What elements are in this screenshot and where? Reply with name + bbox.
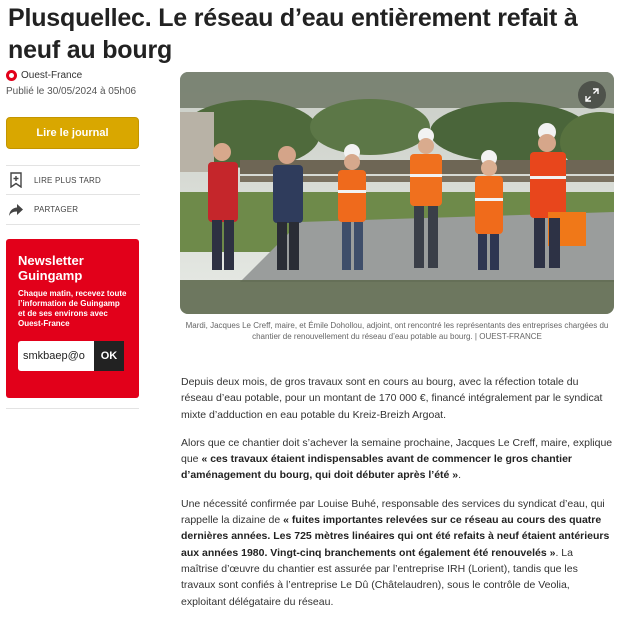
share-button[interactable] xyxy=(6,195,140,225)
newsletter-box xyxy=(6,239,139,398)
paragraph-3-text: Une nécessité confirmée par Louise Buhé, responsable des services du syndicat d’eau, qui rappelle la dizaine de xyxy=(181,497,605,527)
photo-illustration xyxy=(180,72,614,314)
paragraph-1: Depuis deux mois, de gros travaux sont en cours au bourg, avec la réfection totale du réseau d’eau potable, pour un montant de 170 000 €, financé intégralement par le syndicat mixte d’adduction en eau potable du Kreiz-Breizh Argoat. xyxy=(181,376,603,421)
paragraph-3-end: . La maîtrise d’œuvre du chantier est assurée par l’entreprise IRH (Lorient), tandis que les travaux sont confiés à l’entreprise Le Dû (Châtelaudren), sous le contrôle de Veolia, exploitant délégataire du réseau. xyxy=(181,546,578,608)
paragraph-2-quote: « ces travaux étaient indispensables avant de commencer le gros chantier d’aménagement du bourg, qui doit débuter après l’été » xyxy=(181,453,573,482)
newsletter-title: Newsletter Guingamp xyxy=(18,253,84,283)
ouest-france-logo-icon xyxy=(6,70,17,81)
share-label: PARTAGER xyxy=(34,205,79,214)
expand-photo-button[interactable] xyxy=(578,81,606,109)
article-headline: Plusquellec. Le réseau d’eau entièrement refait à neuf au bourg xyxy=(8,4,578,64)
divider xyxy=(6,408,139,409)
bookmark-add-icon xyxy=(6,170,26,190)
newsletter-description: Chaque matin, recevez toute l’information de Guingamp et de ses environs avec Ouest-France xyxy=(18,289,127,328)
read-later-label: LIRE PLUS TARD xyxy=(34,175,101,185)
paragraph-2-text: Alors que ce chantier doit s’achever la semaine prochaine, Jacques Le Creff, maire, explique que xyxy=(181,436,613,466)
publish-date: Publié le 30/05/2024 à 05h06 xyxy=(6,86,137,97)
source[interactable] xyxy=(6,70,140,81)
paragraph-2 xyxy=(181,435,613,484)
newsletter-form xyxy=(18,341,127,371)
share-arrow-icon xyxy=(6,200,26,220)
source-name[interactable]: Ouest-France xyxy=(21,70,83,81)
article-sidebar xyxy=(6,70,140,409)
newsletter-email-input[interactable] xyxy=(18,341,94,371)
read-later-button[interactable] xyxy=(6,165,140,195)
photo-caption: Mardi, Jacques Le Creff, maire, et Émile Dohollou, adjoint, ont rencontré les représentants des entreprises chargées du chantier de renouvellement du réseau d’eau potable au bourg. | OUEST-FRANCE xyxy=(185,321,609,341)
paragraph-3-quote: « fuites importantes relevées sur ce réseau au cours des quatre dernières années. Les 725 mètres linéaires qui ont été refaits à neuf étaient antérieurs aux années 1980. Vingt-cinq branchements ont également été renouvelés » xyxy=(181,514,610,559)
expand-icon xyxy=(585,88,599,102)
article-photo[interactable] xyxy=(180,72,614,314)
read-newspaper-button[interactable]: Lire le journal xyxy=(6,117,139,149)
paragraph-2-end: . xyxy=(458,469,462,482)
article-body xyxy=(181,374,613,621)
newsletter-submit-button[interactable]: OK xyxy=(94,341,124,371)
paragraph-3 xyxy=(181,496,613,610)
